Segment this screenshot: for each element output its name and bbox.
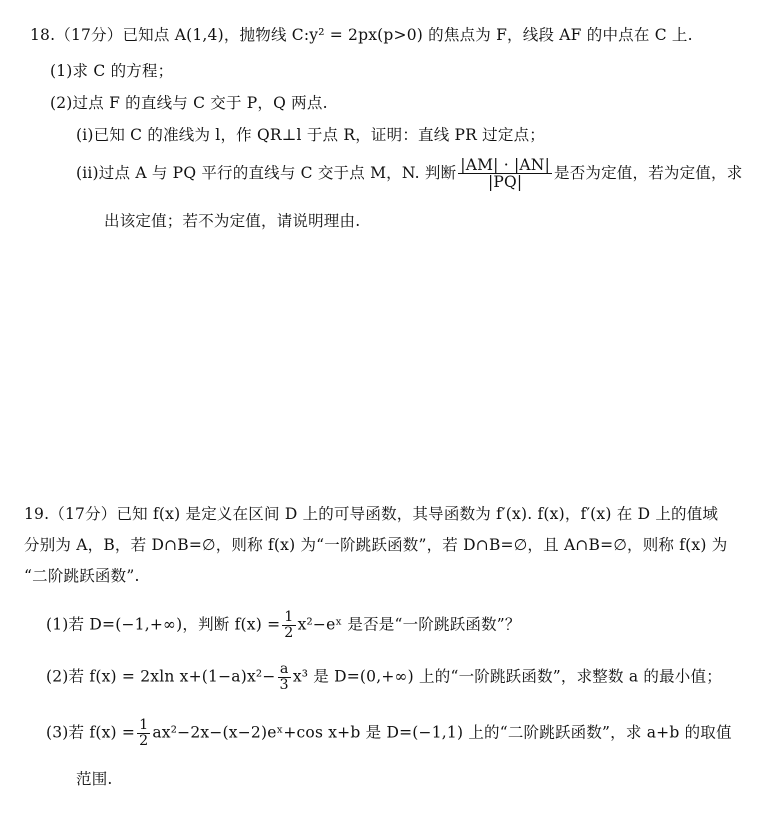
problem-19-stem-line-2: 分别为 A，B，若 D∩B=∅，则称 f(x) 为“一阶跳跃函数”，若 D∩B=∅，且 A∩B=∅，则称 f(x) 为 <box>24 536 728 554</box>
problem-18-part-2-ii-text-after: 是否为定值，若为定值，求 <box>554 163 743 182</box>
problem-18-part-2-ii <box>76 157 742 191</box>
problem-19-question-2 <box>46 662 722 693</box>
fraction-numerator: a <box>278 662 291 678</box>
problem-19-question-3 <box>46 718 732 749</box>
problem-19-question-1 <box>46 610 521 641</box>
problem-19-stem-line-1: 19.（17分）已知 f(x) 是定义在区间 D 上的可导函数，其导函数为 f′(x). f(x)，f′(x) 在 D 上的值域 <box>24 505 719 523</box>
problem-18-stem: 18.（17分）已知点 A(1,4)，抛物线 C:y² = 2px(p>0) 的焦点为 F，线段 AF 的中点在 C 上. <box>30 26 693 44</box>
q1-text-before: (1)若 D=(−1,+∞)，判断 f(x) = <box>46 615 281 634</box>
q2-text-after: x³ 是 D=(0,+∞) 上的“一阶跳跃函数”，求整数 a 的最小值； <box>292 667 722 686</box>
fraction-denominator: |PQ| <box>487 173 523 192</box>
problem-18-part-2-i: (i)已知 C 的准线为 l，作 QR⊥l 于点 R，证明：直线 PR 过定点； <box>76 126 545 144</box>
fraction-numerator: 1 <box>139 717 149 733</box>
fraction-numerator: 1 <box>284 609 294 625</box>
q1-text-after: x²−eˣ 是否是“一阶跳跃函数”？ <box>297 615 521 634</box>
problem-18-part-2: (2)过点 F 的直线与 C 交于 P，Q 两点. <box>50 94 328 112</box>
fraction-denominator: 3 <box>279 676 289 693</box>
problem-18-part-2-ii-text-before: (ii)过点 A 与 PQ 平行的直线与 C 交于点 M，N. 判断 <box>76 163 457 182</box>
problem-18-part-2-ii-continued: 出该定值；若不为定值，请说明理由. <box>104 212 361 230</box>
problem-19-stem-line-3: “二阶跳跃函数”. <box>24 567 140 585</box>
fraction-denominator: 2 <box>284 624 294 641</box>
problem-18-part-1: (1)求 C 的方程； <box>50 62 174 80</box>
a-over-3-fraction <box>278 662 291 693</box>
fraction-numerator: |AM| · |AN| <box>460 156 550 174</box>
q3-text-after: ax²−2x−(x−2)eˣ+cos x+b 是 D=(−1,1) 上的“二阶跳跃函数”，求 a+b 的取值 <box>152 723 732 742</box>
ratio-fraction <box>458 157 552 191</box>
half-fraction <box>282 610 295 641</box>
q2-text-before: (2)若 f(x) = 2xln x+(1−a)x²− <box>46 667 276 686</box>
half-fraction <box>137 718 150 749</box>
fraction-denominator: 2 <box>139 732 149 749</box>
q3-text-before: (3)若 f(x) = <box>46 723 136 742</box>
problem-19-question-3-continued: 范围. <box>76 770 113 788</box>
